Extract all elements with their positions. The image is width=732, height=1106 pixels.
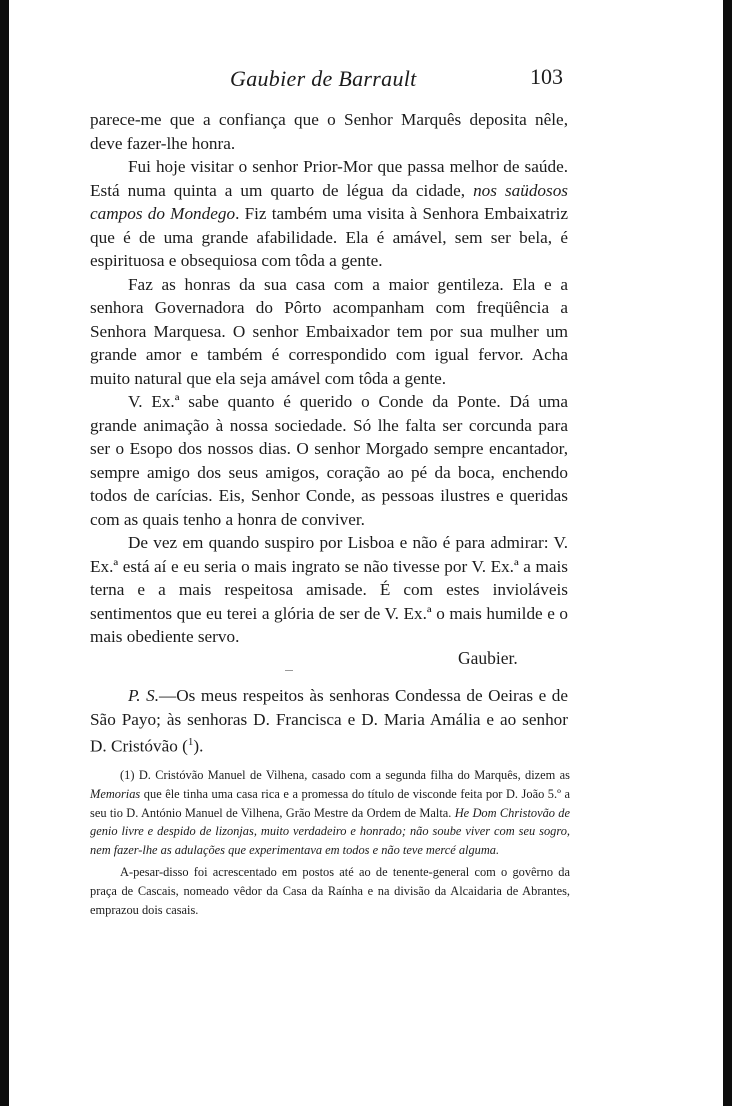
paragraph-2-text-a: Fui hoje visitar o senhor Prior-Mor que passa melhor de saúde. Está numa quinta a um quarto de légua da cidade, (90, 157, 568, 200)
paragraph-1: parece-me que a confiança que o Senhor Marquês deposita nêle, deve fazer-lhe honra. (90, 110, 568, 153)
footnote-1 (90, 766, 570, 860)
body-text (90, 108, 568, 649)
footnotes (90, 766, 570, 919)
footnote-1-text-a: (1) D. Cristóvão Manuel de Vilhena, casado com a segunda filha do Marquês, dizem as (120, 768, 570, 782)
footnote-1-italic-memorias: Memorias (90, 786, 141, 801)
footnote-1-text-b: que êle tinha uma casa rica e a promessa do título de visconde feita por D. João 5.º a seu tio D. António Manuel de Vilhena, Grão Mestre da Ordem de Malta. (90, 786, 570, 820)
paragraph-5: De vez em quando suspiro por Lisboa e não é para admirar: V. Ex.ª está aí e eu seria o mais ingrato se não tivesse por V. Ex.ª a mais terna e a mais respeitosa amisade. É com estes invioláveis sentimentos que eu terei a glória de ser de V. Ex.ª o mais humilde e o mais obediente servo. (90, 533, 568, 646)
signature: Gaubier. (458, 648, 518, 668)
paragraph-3: Faz as honras da sua casa com a maior gentileza. Ela e a senhora Governadora do Pôrto acompanham com freqüência a Senhora Marquesa. O senhor Embaixador tem por sua mulher um grande amor e também é correspondido com igual fervor. Acha muito natural que ela seja amável com tôda a gente. (90, 274, 568, 388)
postscript-label: P. S. (128, 686, 160, 705)
page-number: 103 (530, 64, 563, 89)
scan-border-right (723, 0, 732, 1106)
postscript-paragraph (90, 684, 568, 758)
postscript-close: ). (193, 736, 204, 756)
footnote-2: A-pesar-disso foi acrescentado em postos até ao de tenente-general com o govêrno da praça de Cascais, nomeado vêdor da Casa da Raínha e na divisão da Alcaidaria de Abrantes, emprazou dois casais. (90, 864, 570, 917)
scan-border-left (0, 0, 9, 1106)
footnote-reference: 1 (187, 736, 194, 748)
paragraph-2 (90, 155, 568, 273)
footnote-1-quotation: He Dom Christovão de genio livre e despido de lizonjas, muito verdadeiro e honrado; não soube viver com seu sogro, nem fazer-lhe as adulações que experimentava em todos e não teve mercé alguma. (90, 805, 570, 858)
paragraph-4: V. Ex.ª sabe quanto é querido o Conde da Ponte. Dá uma grande animação à nossa sociedade. Só lhe falta ser corcunda para ser o Esopo dos nossos dias. O senhor Morgado sempre encantador, sempre amigo dos seus amigos, coração ao pé da boca, enchendo todos de carícias. Eis, Senhor Conde, as pessoas ilustres e queridas com as quais tenho a honra de conviver. (90, 392, 568, 529)
running-title: Gaubier de Barrault (230, 66, 417, 91)
paragraph-2-italic: nos saüdosos campos do Mondego (90, 180, 568, 223)
postscript-text: —Os meus respeitos às senhoras Condessa de Oeiras e de São Payo; às senhoras D. Francisca e D. Maria Amália e ao senhor D. Cristóvão ( (90, 686, 568, 756)
section-rule (285, 670, 293, 671)
paragraph-2-text-b: . Fiz também uma visita à Senhora Embaixatriz que é de uma grande afabilidade. Ela é amável, sem ser bela, é espirituosa e obsequiosa com tôda a gente. (90, 204, 568, 270)
postscript (90, 684, 568, 758)
